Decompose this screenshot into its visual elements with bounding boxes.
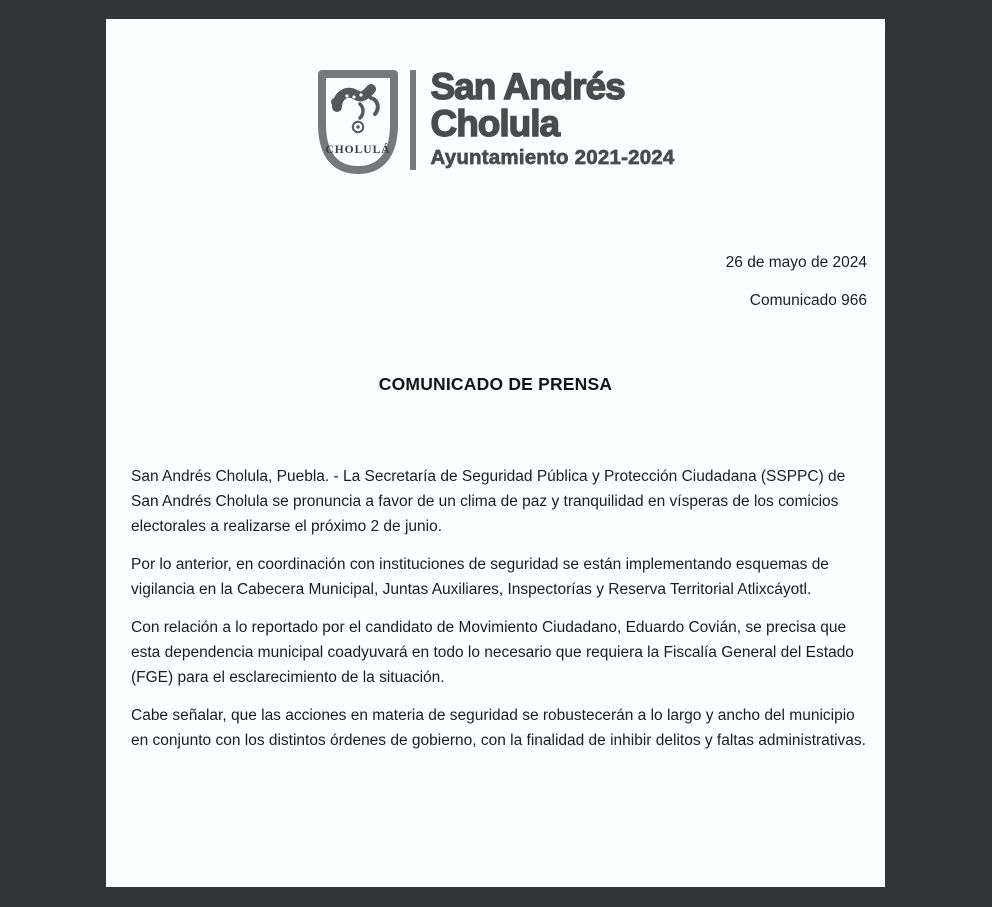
bulletin-number: Comunicado 966 xyxy=(749,292,867,309)
paragraph-3: Con relación a lo reportado por el candidato de Movimiento Ciudadano, Eduardo Covián, se precisa que esta dependencia municipal coadyuvará en todo lo necesario que requiera la Fiscalía General del Estado (FGE) para el esclarecimiento de la situación. xyxy=(131,619,854,686)
document-page xyxy=(106,19,885,887)
date-line: 26 de mayo de 2024 xyxy=(725,254,867,271)
document-meta xyxy=(106,250,885,313)
logo-wordmark xyxy=(430,68,674,169)
wordmark-subtitle: Ayuntamiento 2021-2024 xyxy=(430,146,675,169)
shield-text: CHOLULÁ xyxy=(325,144,392,156)
document-body xyxy=(106,464,885,753)
paragraph-4: Cabe señalar, que las acciones en materia de seguridad se robustecerán a lo largo y ancho del municipio en conjunto con los distintos órdenes de gobierno, con la finalidad de inhibir delitos y faltas administrativas. xyxy=(131,707,866,749)
municipal-logo xyxy=(106,68,885,176)
cholula-shield-icon xyxy=(316,68,400,176)
paragraph-2: Por lo anterior, en coordinación con instituciones de seguridad se están implementando esquemas de vigilancia en la Cabecera Municipal, Juntas Auxiliares, Inspectorías y Reserva Territorial Atlixcáyotl. xyxy=(131,556,829,598)
logo-divider xyxy=(410,70,416,170)
press-release-title: COMUNICADO DE PRENSA xyxy=(378,374,613,394)
paragraph-1: San Andrés Cholula, Puebla. - La Secretaría de Seguridad Pública y Protección Ciudadana (SSPPC) de San Andrés Cholula se pronuncia a favor de un clima de paz y tranquilidad en vísperas de los comicios electorales a realizarse el próximo 2 de junio. xyxy=(131,468,846,535)
wordmark-line1: San Andrés xyxy=(430,66,625,107)
wordmark-line2: Cholula xyxy=(430,103,560,144)
